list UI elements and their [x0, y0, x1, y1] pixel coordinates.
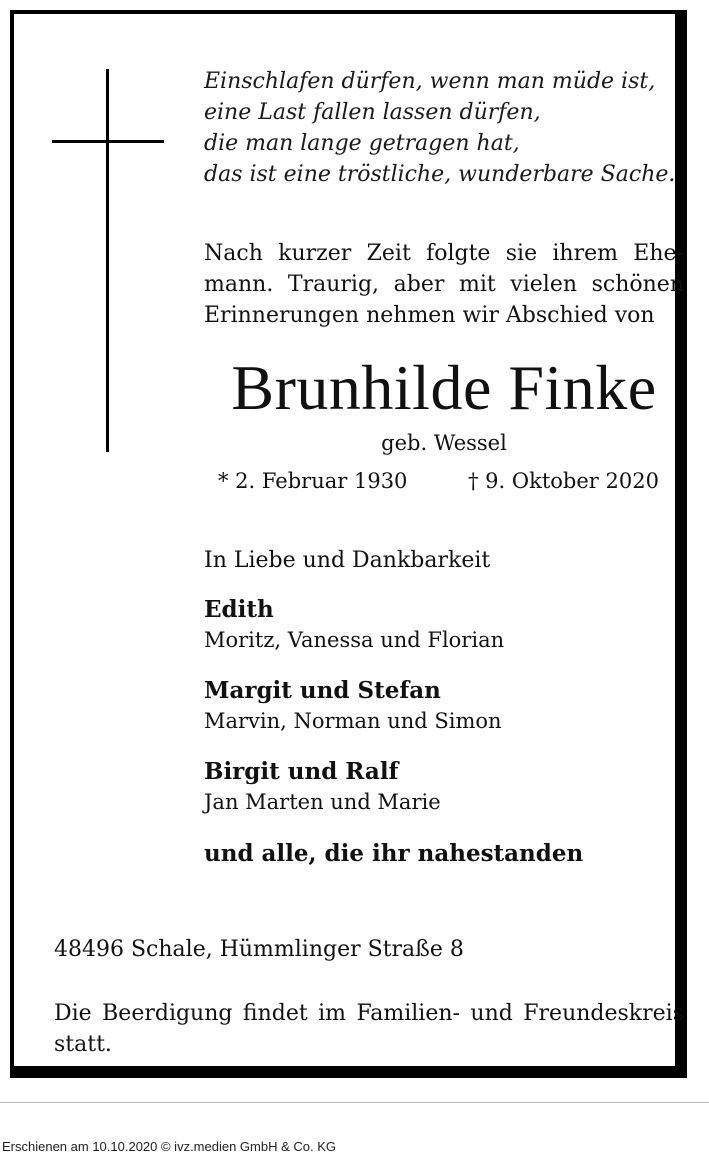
- address: 48496 Schale, Hümmlinger Straße 8: [54, 937, 464, 962]
- mourner-name: Birgit und Ralf: [204, 758, 399, 785]
- birth-date: * 2. Februar 1930: [218, 469, 408, 493]
- maiden-name: geb. Wessel: [381, 431, 507, 455]
- mourner-children: Moritz, Vanessa und Florian: [204, 628, 505, 652]
- mourner-name: Edith: [204, 596, 274, 623]
- poem-line: eine Last fallen lassen dürfen,: [204, 100, 541, 125]
- obituary-frame: [10, 10, 687, 1078]
- cross-icon: [106, 69, 109, 452]
- poem-line: die man lange getragen hat,: [204, 131, 520, 156]
- publication-footer: Erschienen am 10.10.2020 © ivz.medien GmbH & Co. KG: [2, 1139, 337, 1154]
- cross-icon-bar: [52, 140, 164, 143]
- mourner-children: Jan Marten und Marie: [204, 790, 441, 814]
- mourner-name: Margit und Stefan: [204, 677, 441, 704]
- mourner-group: [204, 756, 684, 816]
- funeral-note: Die Beerdigung findet im Familien- und Freundeskreis statt.: [54, 1001, 684, 1057]
- others-line: und alle, die ihr nahestanden: [204, 840, 584, 867]
- mourner-group: [204, 594, 684, 654]
- death-date: † 9. Oktober 2020: [468, 469, 659, 493]
- footer-divider: [0, 1102, 709, 1103]
- poem: [204, 66, 684, 190]
- closing-phrase: In Liebe und Dankbarkeit: [204, 548, 491, 573]
- poem-line: Einschlafen dürfen, wenn man müde ist,: [204, 69, 656, 94]
- mourner-group: [204, 675, 684, 735]
- mourner-children: Marvin, Norman und Simon: [204, 709, 502, 733]
- intro-text: Nach kurzer Zeit folgte sie ihrem Ehemann. Traurig, aber mit vielen schönen Erinnerungen nehmen wir Abschied von: [204, 241, 684, 328]
- poem-line: das ist eine tröstliche, wunderbare Sache.: [204, 162, 676, 187]
- deceased-name: Brunhilde Finke: [231, 352, 657, 423]
